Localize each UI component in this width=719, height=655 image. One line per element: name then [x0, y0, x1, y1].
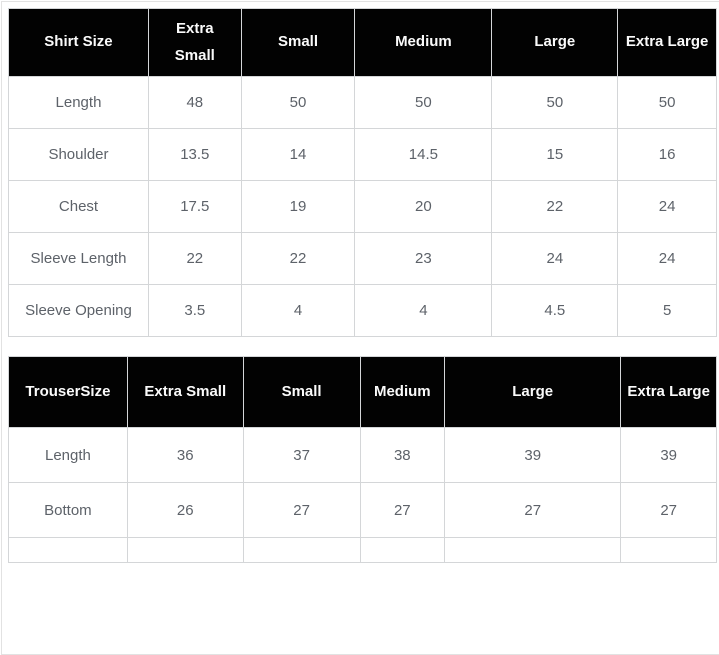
- column-header: Medium: [360, 357, 445, 428]
- empty-row: [9, 538, 717, 563]
- trouser-size-table: [8, 356, 717, 563]
- value-cell: 17.5: [148, 181, 241, 233]
- value-cell: 22: [492, 181, 618, 233]
- column-header: Extra Small: [148, 9, 241, 77]
- value-cell: 24: [618, 233, 717, 285]
- value-cell: 20: [355, 181, 492, 233]
- trouser-table-body: [9, 428, 717, 563]
- value-cell: 50: [355, 77, 492, 129]
- row-label: Sleeve Opening: [9, 285, 149, 337]
- header-row: [9, 357, 717, 428]
- value-cell: 22: [148, 233, 241, 285]
- trouser-table-header: [9, 357, 717, 428]
- value-cell: 39: [621, 428, 717, 483]
- value-cell: 50: [241, 77, 355, 129]
- value-cell: [445, 538, 621, 563]
- table-row: [9, 181, 717, 233]
- column-header: Shirt Size: [9, 9, 149, 77]
- row-label: Bottom: [9, 483, 128, 538]
- row-label: Shoulder: [9, 129, 149, 181]
- column-header: Extra Small: [127, 357, 243, 428]
- value-cell: 14.5: [355, 129, 492, 181]
- value-cell: 19: [241, 181, 355, 233]
- column-header: Extra Large: [621, 357, 717, 428]
- cropped-next-section: [8, 563, 717, 593]
- row-label: Sleeve Length: [9, 233, 149, 285]
- shirt-table-header: [9, 9, 717, 77]
- table-row: [9, 483, 717, 538]
- table-row: [9, 129, 717, 181]
- column-header: TrouserSize: [9, 357, 128, 428]
- column-header: Medium: [355, 9, 492, 77]
- value-cell: 39: [445, 428, 621, 483]
- value-cell: 4.5: [492, 285, 618, 337]
- value-cell: 16: [618, 129, 717, 181]
- row-label: Chest: [9, 181, 149, 233]
- value-cell: 22: [241, 233, 355, 285]
- value-cell: 4: [355, 285, 492, 337]
- table-gap: [8, 337, 717, 356]
- value-cell: [127, 538, 243, 563]
- column-header: Small: [243, 357, 360, 428]
- value-cell: [621, 538, 717, 563]
- column-header: Large: [445, 357, 621, 428]
- shirt-size-table: [8, 8, 717, 337]
- value-cell: 26: [127, 483, 243, 538]
- table-row: [9, 77, 717, 129]
- value-cell: [360, 538, 445, 563]
- value-cell: 48: [148, 77, 241, 129]
- value-cell: 27: [360, 483, 445, 538]
- header-row: [9, 9, 717, 77]
- column-header: Extra Large: [618, 9, 717, 77]
- value-cell: 38: [360, 428, 445, 483]
- row-label: Length: [9, 428, 128, 483]
- value-cell: 37: [243, 428, 360, 483]
- value-cell: 5: [618, 285, 717, 337]
- value-cell: 27: [621, 483, 717, 538]
- row-label: Length: [9, 77, 149, 129]
- table-row: [9, 285, 717, 337]
- value-cell: 27: [243, 483, 360, 538]
- value-cell: 24: [618, 181, 717, 233]
- size-chart-page: [1, 1, 719, 655]
- value-cell: 4: [241, 285, 355, 337]
- value-cell: 36: [127, 428, 243, 483]
- column-header: Large: [492, 9, 618, 77]
- value-cell: 13.5: [148, 129, 241, 181]
- column-header: Small: [241, 9, 355, 77]
- shirt-table-body: [9, 77, 717, 337]
- value-cell: 23: [355, 233, 492, 285]
- value-cell: [243, 538, 360, 563]
- value-cell: 3.5: [148, 285, 241, 337]
- value-cell: 24: [492, 233, 618, 285]
- value-cell: 27: [445, 483, 621, 538]
- table-row: [9, 233, 717, 285]
- value-cell: 14: [241, 129, 355, 181]
- value-cell: 15: [492, 129, 618, 181]
- table-row: [9, 428, 717, 483]
- row-label: [9, 538, 128, 563]
- value-cell: 50: [492, 77, 618, 129]
- value-cell: 50: [618, 77, 717, 129]
